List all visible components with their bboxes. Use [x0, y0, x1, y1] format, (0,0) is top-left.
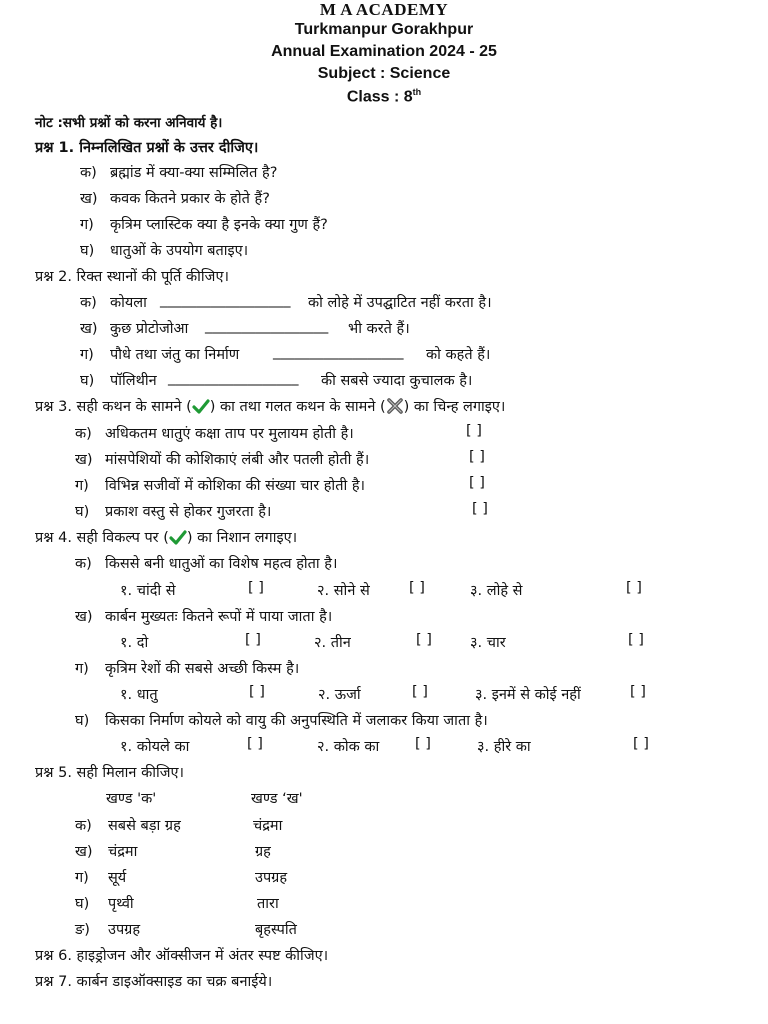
- q3-text-ga: विभिन्न सजीवों में कोशिका की संख्या चार होती है।: [105, 478, 366, 494]
- q2-blank-ka: __________________: [160, 292, 291, 308]
- cross-icon: [386, 398, 404, 418]
- q5-b-1: चंद्रमा: [253, 818, 283, 834]
- q4-ga-option-3: ३. इनमें से कोई नहीं: [475, 687, 581, 703]
- q1-text-ga: कृत्रिम प्लास्टिक क्या है इनके क्या गुण हैं?: [110, 217, 328, 233]
- class-text: Class : 8: [346, 88, 413, 106]
- q5-label-3: ग): [75, 870, 89, 886]
- subject-line: Subject : Science: [317, 65, 451, 82]
- q4-text-kha: कार्बन मुख्यतः कितने रूपों में पाया जाता है।: [105, 609, 333, 625]
- class-sup: th: [412, 87, 422, 97]
- class-line: [0, 87, 768, 106]
- q5-a-4: पृथ्वी: [108, 896, 134, 912]
- q3-text-gha: प्रकाश वस्तु से होकर गुजरता है।: [105, 504, 272, 520]
- q4-gha-box-2: [ ]: [415, 736, 431, 752]
- q5-a-1: सबसे बड़ा ग्रह: [108, 818, 181, 834]
- q4-label-kha: ख): [75, 609, 93, 625]
- exam-title: Annual Examination 2024 - 25: [271, 43, 497, 60]
- q4-title-b: ) का निशान लगाइए।: [186, 530, 298, 546]
- q5-a-5: उपग्रह: [108, 922, 141, 938]
- q4-text-ka: किससे बनी धातुओं का विशेष महत्व होता है।: [105, 556, 338, 572]
- q5-b-4: तारा: [257, 896, 279, 912]
- q4-ga-box-2: [ ]: [412, 684, 428, 700]
- q5-label-5: ङ): [75, 922, 90, 938]
- q1-label-kha: ख): [80, 191, 98, 207]
- q5-label-2: ख): [75, 844, 93, 860]
- q5-col-a: खण्ड 'क': [106, 791, 157, 807]
- q2-label-kha: ख): [80, 321, 98, 337]
- q4-title-a: प्रश्न 4. सही विकल्प पर (: [35, 530, 169, 546]
- q2-before-kha: कुछ प्रोटोजोआ: [110, 321, 189, 337]
- q1-text-gha: धातुओं के उपयोग बताइए।: [110, 243, 249, 259]
- q4-gha-option-3: ३. हीरे का: [477, 739, 531, 755]
- q1-label-gha: घ): [80, 243, 95, 259]
- q4-label-ga: ग): [75, 661, 89, 677]
- q4-kha-option-1: १. दो: [120, 635, 149, 651]
- q4-ka-option-3: ३. लोहे से: [470, 583, 523, 599]
- note: नोट :सभी प्रश्नों को करना अनिवार्य है।: [35, 115, 223, 131]
- q4-kha-option-3: ३. चार: [470, 635, 506, 651]
- q5-label-4: घ): [75, 896, 90, 912]
- q1-text-kha: कवक कितने प्रकार के होते हैं?: [110, 191, 270, 207]
- academy-location: Turkmanpur Gorakhpur: [294, 21, 474, 38]
- q5-label-1: क): [75, 818, 92, 834]
- q4-ga-box-3: [ ]: [630, 684, 646, 700]
- q1-title: प्रश्न 1. निम्नलिखित प्रश्नों के उत्तर दीजिए।: [35, 140, 259, 156]
- q4-ga-option-2: २. ऊर्जा: [318, 687, 361, 703]
- q4-ga-option-1: १. धातु: [120, 687, 158, 703]
- q3-text-kha: मांसपेशियों की कोशिकाएं लंबी और पतली होती हैं।: [105, 452, 370, 468]
- q3-box-kha: [ ]: [469, 449, 485, 465]
- q4-gha-box-1: [ ]: [247, 736, 263, 752]
- q4-kha-box-1: [ ]: [245, 632, 261, 648]
- q3-box-ka: [ ]: [466, 423, 482, 439]
- q4-ka-box-3: [ ]: [626, 580, 642, 596]
- q4-ka-box-1: [ ]: [248, 580, 264, 596]
- check-icon: [192, 398, 210, 418]
- q6-text: प्रश्न 6. हाइड्रोजन और ऑक्सीजन में अंतर स्पष्ट कीजिए।: [35, 948, 329, 964]
- q1-label-ga: ग): [80, 217, 94, 233]
- q3-box-ga: [ ]: [469, 475, 485, 491]
- academy-name: M A ACADEMY: [319, 0, 449, 19]
- q2-after-ka: को लोहे में उपद्घाटित नहीं करता है।: [308, 295, 492, 311]
- q4-ka-option-1: १. चांदी से: [120, 583, 176, 599]
- q2-before-ka: कोयला: [110, 295, 147, 311]
- q2-title: प्रश्न 2. रिक्त स्थानों की पूर्ति कीजिए।: [35, 269, 229, 285]
- q3-label-kha: ख): [75, 452, 93, 468]
- q5-title: प्रश्न 5. सही मिलान कीजिए।: [35, 765, 185, 781]
- q4-kha-option-2: २. तीन: [314, 635, 351, 651]
- q3-text-ka: अधिकतम धातुएं कक्षा ताप पर मुलायम होती है।: [105, 426, 354, 442]
- q3-label-ga: ग): [75, 478, 89, 494]
- q5-a-2: चंद्रमा: [108, 844, 138, 860]
- q2-label-gha: घ): [80, 373, 95, 389]
- q1-label-ka: क): [80, 165, 97, 181]
- q5-a-3: सूर्य: [108, 870, 127, 886]
- q4-kha-box-2: [ ]: [416, 632, 432, 648]
- q2-before-gha: पॉलिथीन: [110, 373, 157, 389]
- q2-label-ga: ग): [80, 347, 94, 363]
- q1-text-ka: ब्रह्मांड में क्या-क्या सम्मिलित है?: [110, 165, 278, 181]
- q3-title-b: ) का तथा गलत कथन के सामने (: [209, 399, 386, 415]
- q2-label-ka: क): [80, 295, 97, 311]
- q3-title-c: ) का चिन्ह लगाइए।: [403, 399, 506, 415]
- q4-gha-box-3: [ ]: [633, 736, 649, 752]
- q3-label-gha: घ): [75, 504, 90, 520]
- q4-label-gha: घ): [75, 713, 90, 729]
- q3-box-gha: [ ]: [472, 501, 488, 517]
- q4-ka-option-2: २. सोने से: [317, 583, 370, 599]
- q4-kha-box-3: [ ]: [628, 632, 644, 648]
- q4-text-ga: कृत्रिम रेशों की सबसे अच्छी किस्म है।: [105, 661, 300, 677]
- q7-text: प्रश्न 7. कार्बन डाइऑक्साइड का चक्र बनाईये।: [35, 974, 273, 990]
- q3-title: [35, 396, 505, 418]
- q2-blank-kha: _________________: [205, 318, 329, 334]
- q5-b-2: ग्रह: [255, 844, 271, 860]
- q5-col-b: खण्ड ‘ख': [251, 791, 303, 807]
- q2-after-ga: को कहते हैं।: [426, 347, 491, 363]
- q4-title: [35, 527, 297, 549]
- q2-blank-gha: __________________: [168, 370, 299, 386]
- q5-b-5: बृहस्पति: [255, 922, 297, 938]
- q2-before-ga: पौधे तथा जंतु का निर्माण: [110, 347, 240, 363]
- q2-blank-ga: __________________: [273, 344, 404, 360]
- q4-ga-box-1: [ ]: [249, 684, 265, 700]
- check-icon: [169, 529, 187, 549]
- q4-ka-box-2: [ ]: [409, 580, 425, 596]
- q4-gha-option-2: २. कोक का: [317, 739, 380, 755]
- q4-label-ka: क): [75, 556, 92, 572]
- q4-gha-option-1: १. कोयले का: [120, 739, 190, 755]
- q3-title-a: प्रश्न 3. सही कथन के सामने (: [35, 399, 192, 415]
- q3-label-ka: क): [75, 426, 92, 442]
- q4-text-gha: किसका निर्माण कोयले को वायु की अनुपस्थिति में जलाकर किया जाता है।: [105, 713, 488, 729]
- q2-after-kha: भी करते हैं।: [348, 321, 410, 337]
- q5-b-3: उपग्रह: [255, 870, 288, 886]
- q2-after-gha: की सबसे ज्यादा कुचालक है।: [321, 373, 473, 389]
